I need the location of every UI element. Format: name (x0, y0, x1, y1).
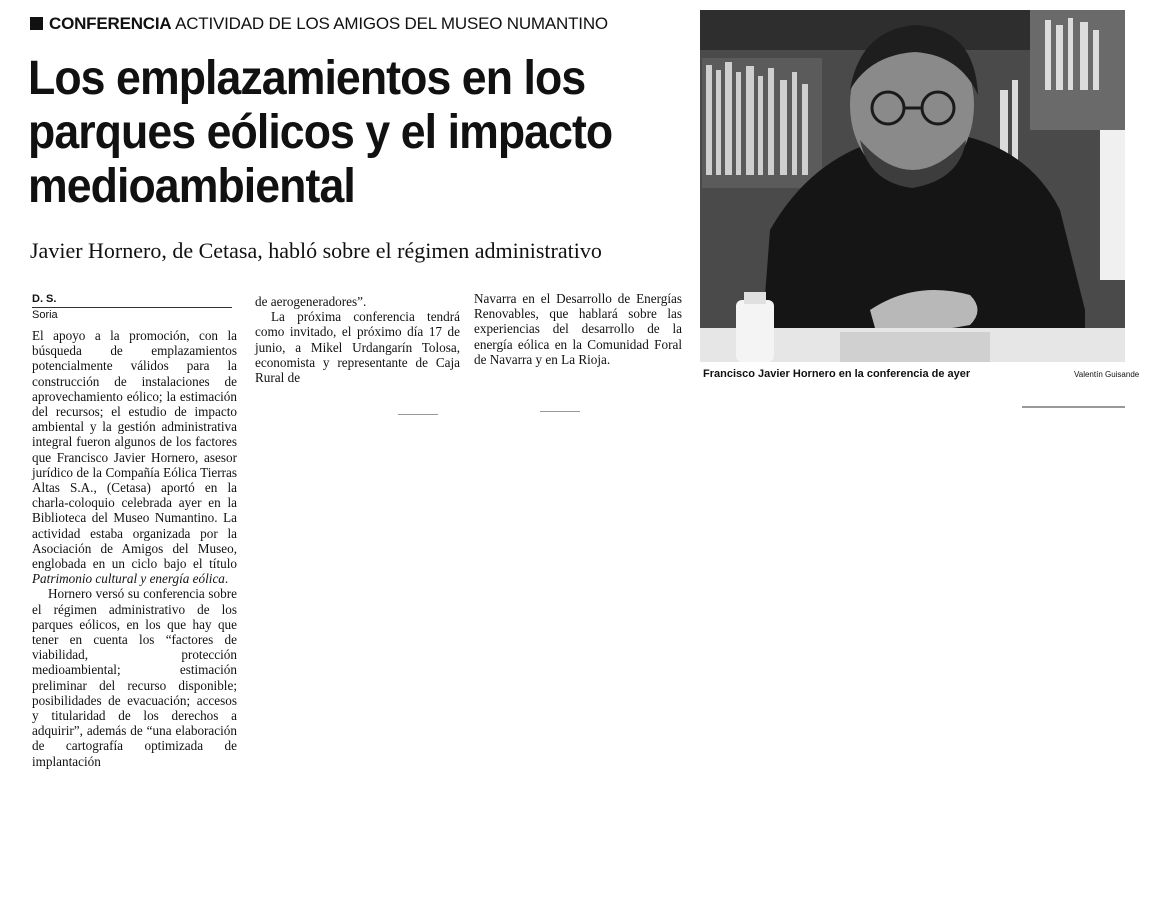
paragraph-2: Hornero versó su conferencia sobre el régimen administrativo de los parques eólicos, en los que hay que tener en cuenta los “factores de viabilidad, protección medioambiental; estimación preliminar del recurso disponible; posibilidades de evacuación; accesos y titularidad de los derechos a adquirir”, además de “una elaboración de cartografía optimizada de implantación (32, 586, 237, 769)
kicker (30, 14, 608, 34)
paragraph-3: La próxima conferencia tendrá como invitado, el próximo día 17 de junio, a Mikel Urdangarín Tolosa, economista y representante de Caja Rural de (255, 309, 460, 386)
column-end-rule (398, 414, 438, 415)
paragraph-2-continued: de aerogeneradores”. (255, 294, 367, 309)
photo-credit: Valentín Guisande (1074, 370, 1140, 379)
paragraph-3-continued: Navarra en el Desarrollo de Energías Renovables, que hablará sobre las experiencias del desarrollo de la energía eólica en la Comunidad Foral de Navarra y en La Rioja. (474, 291, 682, 367)
byline-author: D. S. (32, 293, 57, 305)
article-column-3 (474, 291, 682, 367)
photo (700, 10, 1125, 362)
headline: Los emplazamientos en los parques eólicos y el impacto medioambiental (28, 52, 613, 213)
photo-section-rule (1022, 406, 1125, 408)
cycle-title: Patrimonio cultural y energía eólica (32, 571, 225, 587)
column-end-rule (540, 411, 580, 412)
paragraph-1-end: . (224, 571, 229, 587)
byline-location: Soria (32, 309, 58, 321)
subheadline: Javier Hornero, de Cetasa, habló sobre el régimen administrativo (30, 238, 602, 263)
kicker-topic: ACTIVIDAD DE LOS AMIGOS DEL MUSEO NUMANTINO (175, 14, 608, 33)
byline (32, 293, 232, 321)
kicker-section: CONFERENCIA (49, 14, 172, 33)
paragraph-1-text: El apoyo a la promoción, con la búsqueda de emplazamientos potencialmente válidos para la construcción de instalaciones de aprovechamiento eólico; la estimación del recursos; el estudio de impacto ambiental y la gestión administrativa integral fueron algunos de los factores que Francisco Javier Hornero, asesor jurídico de la Compañía Eólica Tierras Altas S.A., (Cetasa) aportó en la charla-coloquio celebrada ayer en la Biblioteca del Museo Numantino. La actividad estaba organizada por la Asociación de Amigos del Museo, englobada en un ciclo bajo el título (32, 328, 237, 572)
article-column-1 (32, 328, 237, 769)
paragraph-1 (32, 328, 237, 586)
speaker-photo-illustration (700, 10, 1125, 362)
article-column-2 (255, 294, 460, 385)
byline-rule (32, 307, 232, 308)
photo-caption: Francisco Javier Hornero en la conferencia de ayer (703, 368, 971, 380)
section-marker-icon (30, 17, 43, 30)
